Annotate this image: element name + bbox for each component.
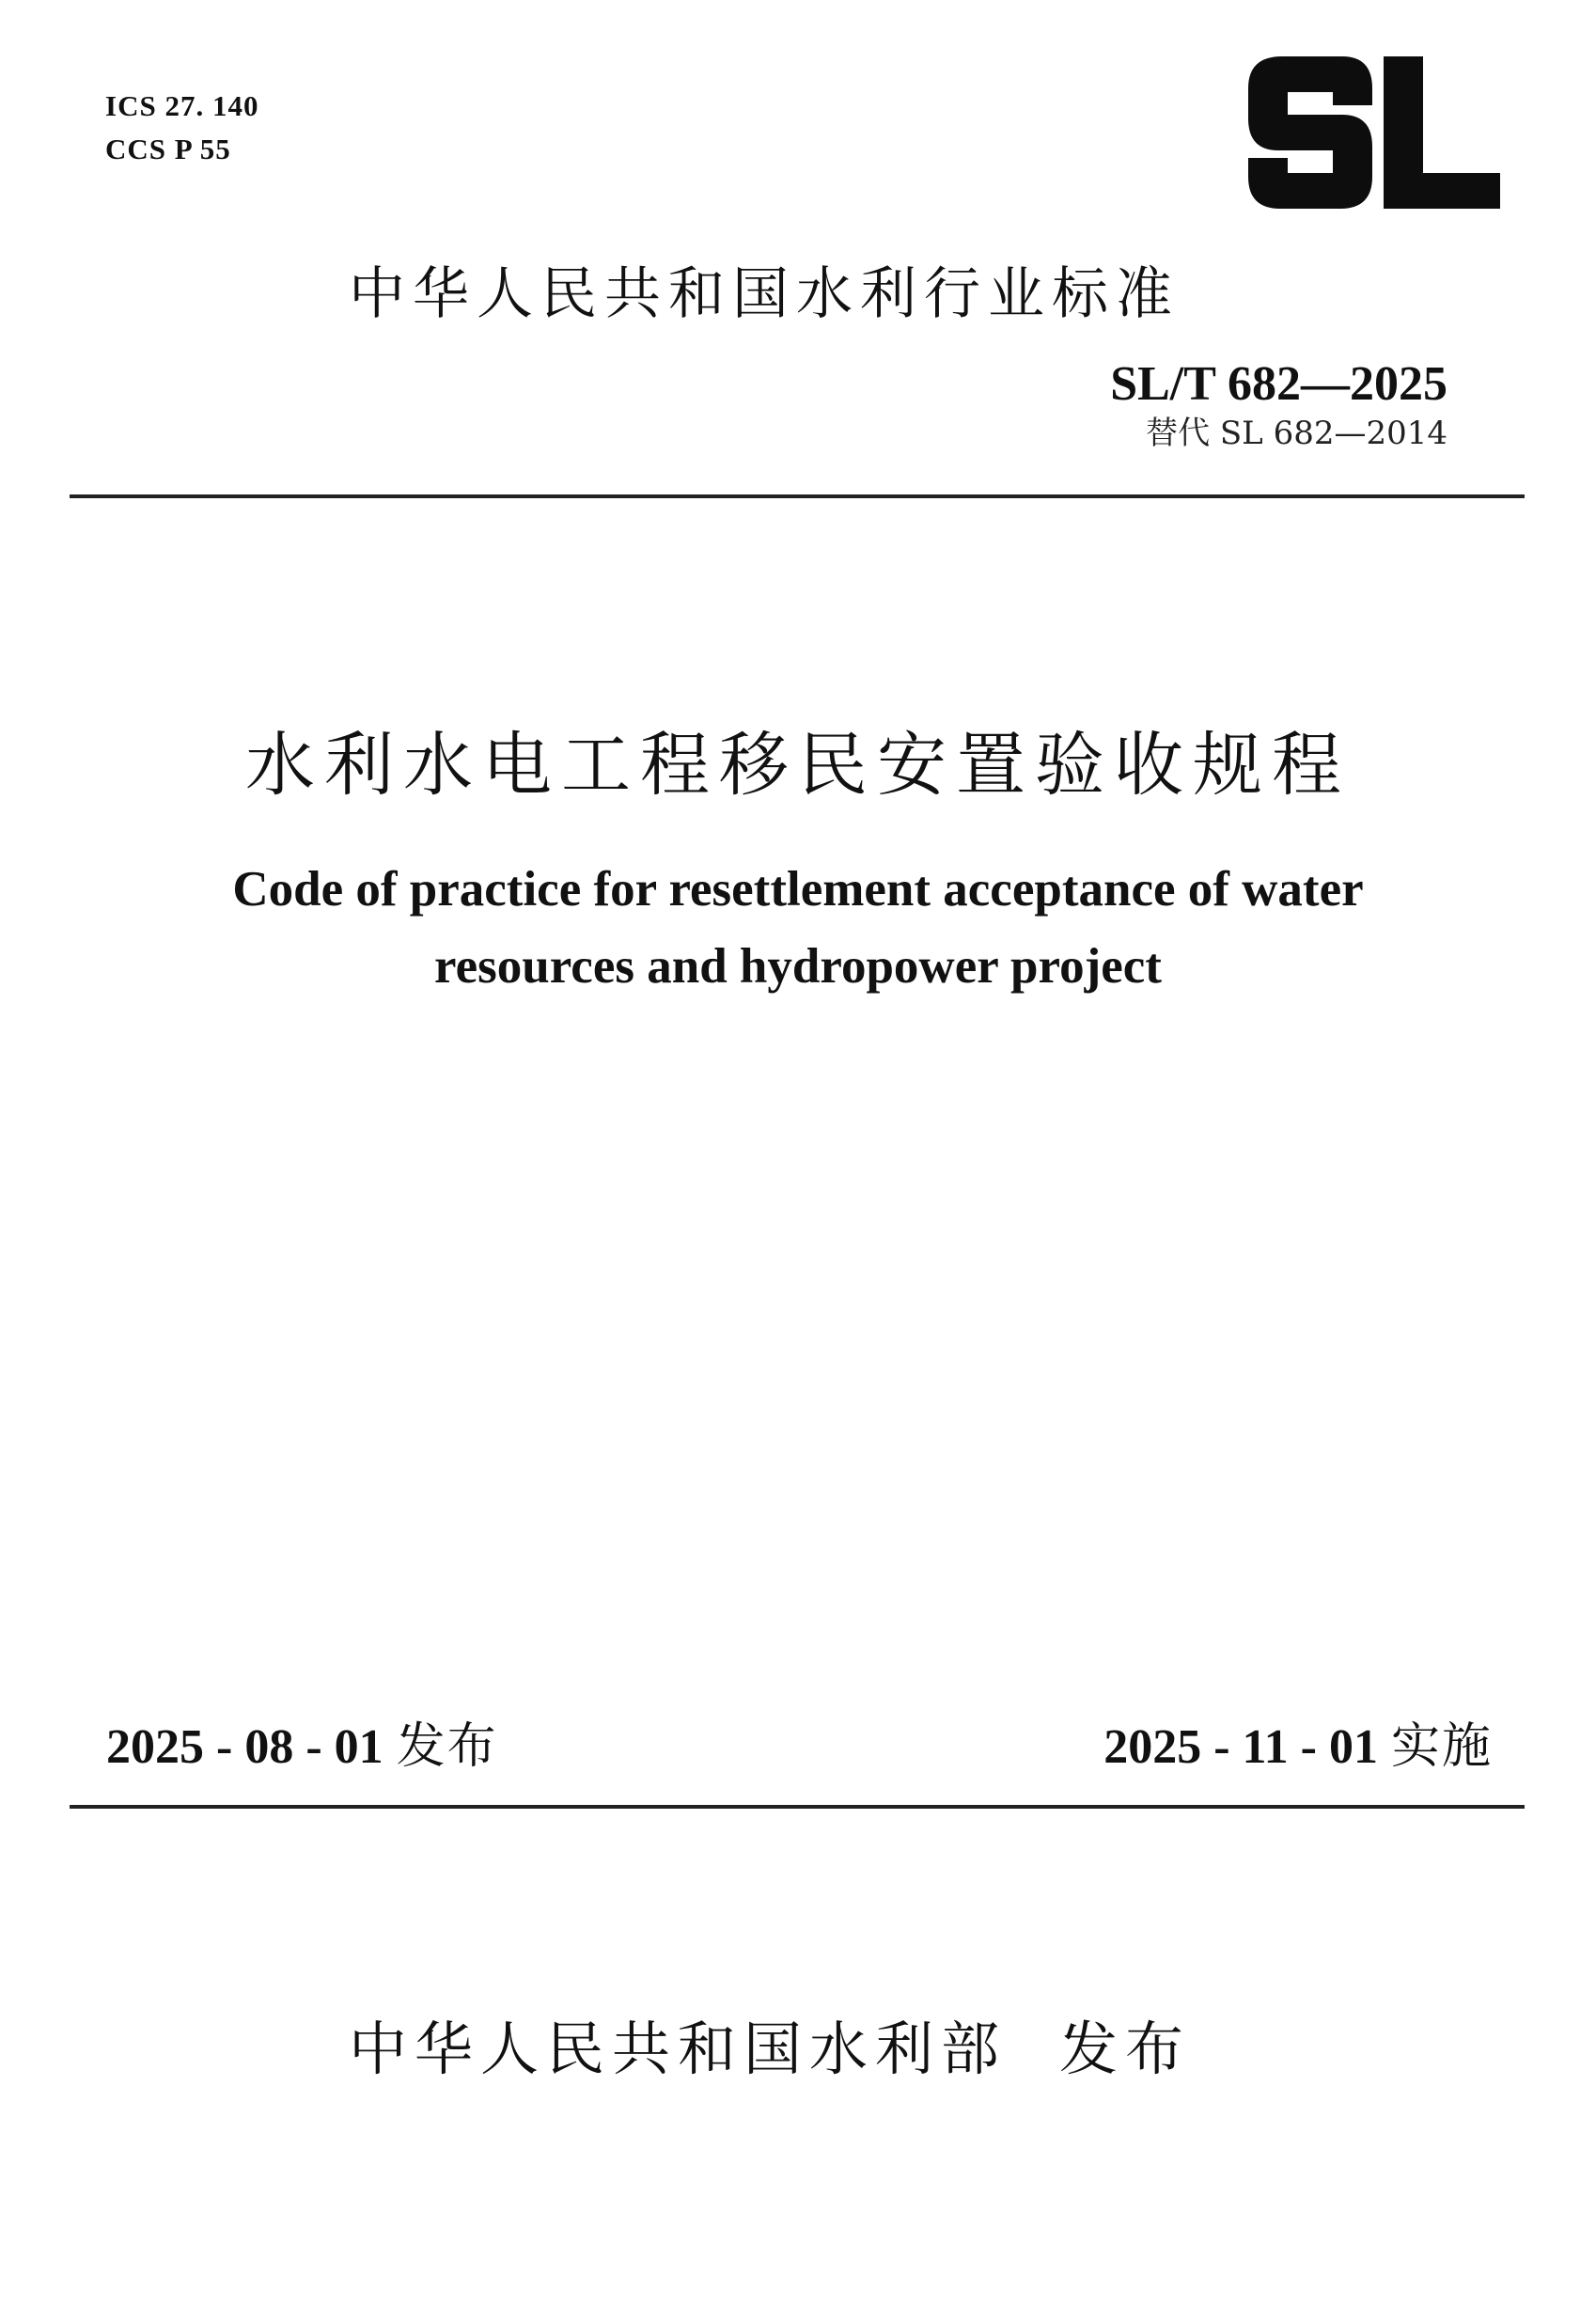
replaces-standard: 替代 SL 682—2014 <box>1146 415 1447 452</box>
ccs-code: CCS P 55 <box>105 133 231 165</box>
industry-standard-heading: 中华人民共和国水利行业标准 <box>349 261 1180 327</box>
bottom-divider <box>70 1805 1525 1809</box>
top-divider <box>70 494 1525 498</box>
effective-label: 实施 <box>1390 1718 1493 1775</box>
ics-code: ICS 27. 140 <box>105 89 259 122</box>
english-title <box>94 851 1502 1005</box>
effective-date: 2025 - 11 - 01 <box>1103 1720 1378 1774</box>
english-title-line-2: resources and hydropower project <box>434 939 1162 994</box>
standard-number: SL/T 682—2025 <box>1110 357 1447 411</box>
issue-label: 发布 <box>396 1718 498 1775</box>
chinese-title: 水利水电工程移民安置验收规程 <box>245 725 1351 806</box>
sl-logo <box>1222 56 1504 244</box>
effective-date-block <box>1103 1706 1493 1777</box>
issuer-name: 中华人民共和国水利部 <box>348 2015 1007 2083</box>
issuer-line <box>0 2002 1596 2086</box>
english-title-line-1: Code of practice for resettlement acceptance of water <box>232 862 1364 917</box>
sl-logo-mark <box>1222 56 1504 244</box>
standard-number-block <box>1110 357 1447 455</box>
issuer-action: 发布 <box>1059 2015 1192 2083</box>
classification-codes <box>105 85 258 171</box>
issue-date: 2025 - 08 - 01 <box>106 1720 383 1774</box>
issue-date-block <box>106 1706 498 1777</box>
